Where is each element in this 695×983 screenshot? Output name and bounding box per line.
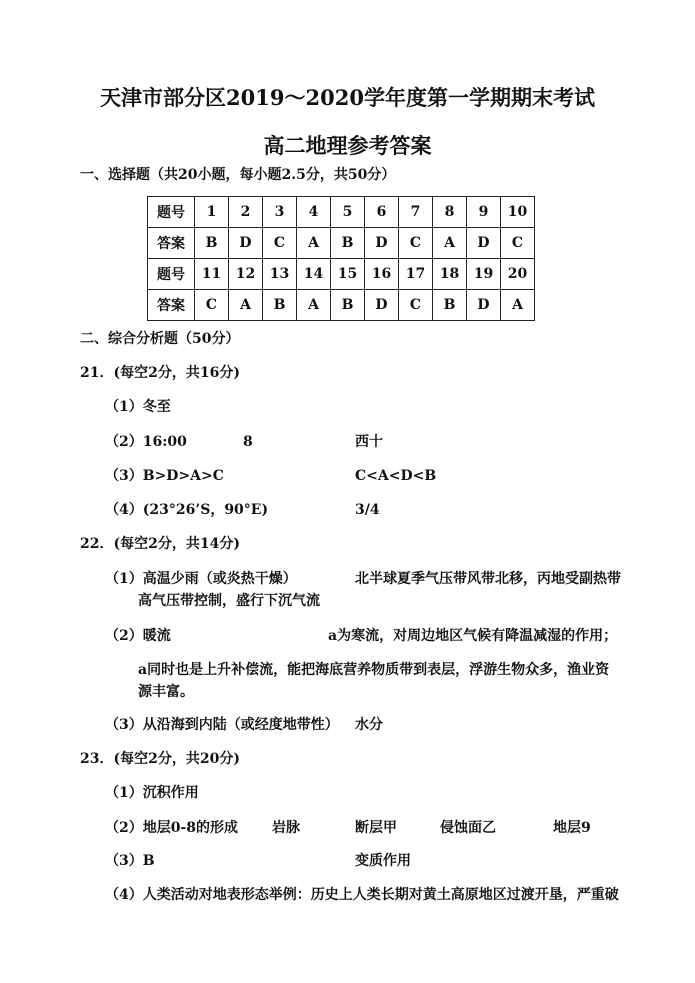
answer-table-row (148, 228, 535, 259)
answer-table-cell: 12 (229, 259, 263, 290)
answer-table-row-label: 答案 (148, 228, 195, 259)
q21-answer-2a: （2）16:00 (105, 434, 187, 450)
answer-table-cell: D (467, 290, 501, 321)
q23-answer-4: （4）人类活动对地表形态举例：历史上人类长期对黄土高原地区过渡开垦，严重破 (105, 887, 619, 903)
answer-table-cell: C (501, 228, 535, 259)
answer-table-cell: B (195, 228, 229, 259)
q21-answer-4a: （4）(23°26’S，90°E) (105, 502, 269, 518)
answer-table-cell: A (501, 290, 535, 321)
q21-answer-2b: 8 (243, 434, 253, 450)
q21-answer-4b: 3/4 (355, 502, 380, 518)
answer-table-cell: D (467, 228, 501, 259)
answer-table-cell: 4 (297, 197, 331, 228)
answer-table-cell: C (195, 290, 229, 321)
q22-answer-2b: a为寒流，对周边地区气候有降温减湿的作用； (328, 628, 618, 644)
answer-table-cell: D (365, 228, 399, 259)
answer-table-row (148, 197, 535, 228)
answer-table (147, 196, 535, 321)
answer-table-row-label: 题号 (148, 197, 195, 228)
answer-table-cell: 7 (399, 197, 433, 228)
q21-answer-2c: 西十 (355, 434, 383, 450)
answer-table-cell: C (399, 290, 433, 321)
answer-table-cell: B (331, 290, 365, 321)
answer-table-cell: D (365, 290, 399, 321)
answer-table-cell: A (297, 290, 331, 321)
page-title: 天津市部分区2019～2020学年度第一学期期末考试 (100, 85, 595, 110)
answer-table-cell: 2 (229, 197, 263, 228)
q23-heading: 23．(每空2分，共20分) (80, 751, 240, 767)
q22-answer-1a: （1）高温少雨（或炎热干燥） (105, 571, 297, 587)
q22-answer-3a: （3）从沿海到内陆（或经度地带性） (105, 717, 339, 733)
q22-answer-2d: 源丰富。 (138, 684, 194, 700)
answer-table-cell: 15 (331, 259, 365, 290)
q22-answer-3b: 水分 (355, 717, 383, 733)
q21-answer-3b: C<A<D<B (355, 468, 437, 484)
q23-answer-2a: （2）地层0-8的形成 (105, 820, 239, 836)
answer-table-row-label: 题号 (148, 259, 195, 290)
answer-table-cell: B (263, 290, 297, 321)
answer-table-cell: 9 (467, 197, 501, 228)
answer-table-row (148, 290, 535, 321)
answer-table-row (148, 259, 535, 290)
q22-heading: 22．(每空2分，共14分) (80, 536, 240, 552)
answer-table-cell: 5 (331, 197, 365, 228)
answer-table-cell: 10 (501, 197, 535, 228)
answer-table-cell: 20 (501, 259, 535, 290)
q21-answer-3a: （3）B>D>A>C (105, 468, 224, 484)
answer-table-cell: A (297, 228, 331, 259)
q21-answer-1: （1）冬至 (105, 399, 171, 415)
page-subtitle: 高二地理参考答案 (263, 133, 432, 158)
answer-table-cell: 14 (297, 259, 331, 290)
answer-table-cell: B (331, 228, 365, 259)
section2-heading: 二、综合分析题（50分） (80, 331, 240, 347)
q23-answer-1: （1）沉积作用 (105, 785, 199, 801)
q22-answer-2c: a同时也是上升补偿流，能把海底营养物质带到表层，浮游生物众多，渔业资 (138, 662, 610, 678)
q22-answer-1b: 北半球夏季气压带风带北移，丙地受副热带 (355, 571, 621, 587)
answer-table-cell: 19 (467, 259, 501, 290)
section1-heading: 一、选择题（共20小题，每小题2.5分，共50分） (80, 167, 396, 183)
answer-table-cell: 17 (399, 259, 433, 290)
q23-answer-2b: 岩脉 (272, 820, 300, 836)
answer-table-cell: 8 (433, 197, 467, 228)
q23-answer-2e: 地层9 (553, 820, 591, 836)
q21-heading: 21．(每空2分，共16分) (80, 365, 240, 381)
q23-answer-3b: 变质作用 (355, 853, 411, 869)
answer-table-cell: 16 (365, 259, 399, 290)
q22-answer-1c: 高气压带控制，盛行下沉气流 (138, 593, 320, 609)
q23-answer-2d: 侵蚀面乙 (440, 820, 496, 836)
answer-table-cell: C (263, 228, 297, 259)
answer-table-cell: A (229, 290, 263, 321)
answer-table-cell: D (229, 228, 263, 259)
answer-table-cell: 1 (195, 197, 229, 228)
answer-table-cell: 6 (365, 197, 399, 228)
answer-table-cell: 3 (263, 197, 297, 228)
answer-table-cell: 18 (433, 259, 467, 290)
answer-table-cell: B (433, 290, 467, 321)
answer-table-row-label: 答案 (148, 290, 195, 321)
answer-table-cell: C (399, 228, 433, 259)
q23-answer-3a: （3）B (105, 853, 155, 869)
q23-answer-2c: 断层甲 (355, 820, 397, 836)
answer-table-cell: 11 (195, 259, 229, 290)
answer-table-cell: A (433, 228, 467, 259)
answer-table-cell: 13 (263, 259, 297, 290)
q22-answer-2a: （2）暖流 (105, 628, 171, 644)
